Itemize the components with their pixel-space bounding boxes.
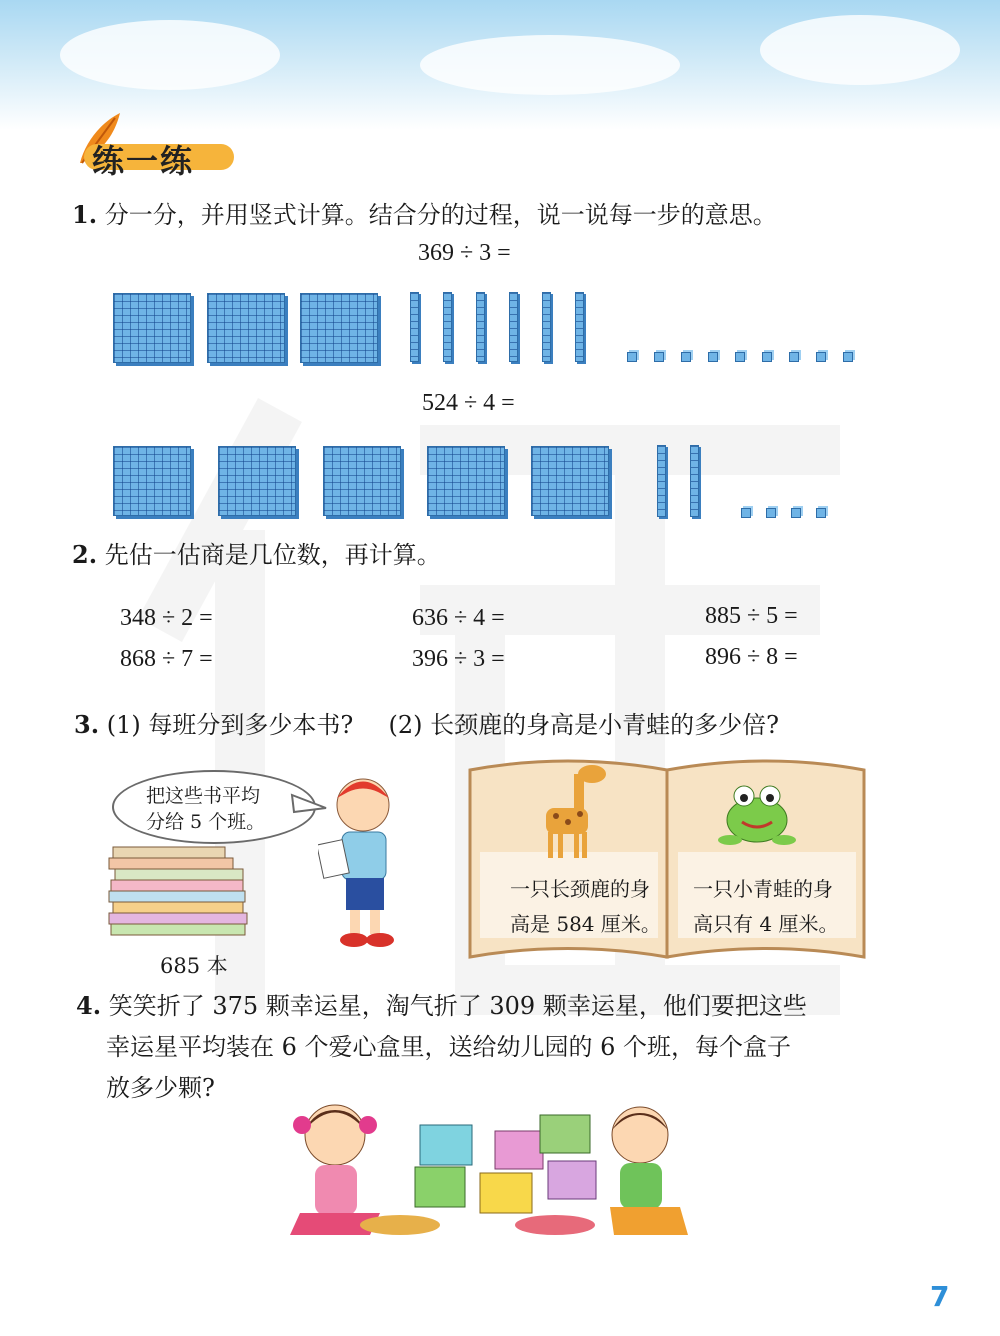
equation: 396 ÷ 3 = [412,646,505,672]
unit-cube [789,352,799,362]
unit-cube [762,352,772,362]
ten-rod [476,292,485,362]
section-header [70,108,240,178]
hundred-block [323,446,401,516]
question-line-3: 放多少颗? [106,1074,215,1102]
question-2 [72,535,441,570]
question-4 [76,986,807,1021]
question-number: 4. [76,991,102,1020]
unit-cube [766,508,776,518]
ten-rod [657,445,666,517]
ten-rod [410,292,419,362]
question-1 [72,195,777,230]
unit-cube [741,508,751,518]
ten-rod [690,445,699,517]
question-line-2: 幸运星平均装在 6 个爱心盒里，送给幼儿园的 6 个班，每个盒子 [106,1033,792,1061]
equation: 348 ÷ 2 = [120,605,213,631]
unit-cube [735,352,745,362]
giraffe-line-1: 一只长颈鹿的身 [510,877,650,901]
question-number: 2. [72,540,98,569]
ten-rod [575,292,584,362]
frog-line-1: 一只小青蛙的身 [693,877,833,901]
cloud [760,15,960,85]
bubble-line-2: 分给 5 个班。 [146,811,266,833]
question-part-1: (1) 每班分到多少本书? [106,711,354,739]
unit-cube [791,508,801,518]
unit-cube [843,352,853,362]
unit-cube [816,508,826,518]
boy-icon [318,770,408,950]
ten-rod [542,292,551,362]
hundred-block [531,446,609,516]
equation: 868 ÷ 7 = [120,646,213,672]
section-title: 练一练 [92,142,195,180]
cloud [60,20,280,90]
unit-cube [681,352,691,362]
question-line-1: 笑笑折了 375 颗幸运星，淘气折了 309 颗幸运星，他们要把这些 [108,992,807,1020]
bubble-line-1: 把这些书平均 [146,785,261,807]
unit-cube [816,352,826,362]
equation: 896 ÷ 8 = [705,644,798,670]
hundred-block [113,293,191,363]
equation-369-div-3: 369 ÷ 3 = [418,240,511,266]
equation: 885 ÷ 5 = [705,603,798,629]
question-text: 分一分，并用竖式计算。结合分的过程，说一说每一步的意思。 [104,201,777,229]
unit-cube [627,352,637,362]
books-count-label: 685 本 [160,954,228,978]
equation-524-div-4: 524 ÷ 4 = [422,390,515,416]
hundred-block [218,446,296,516]
equation: 636 ÷ 4 = [412,605,505,631]
hundred-block [207,293,285,363]
page-number: 7 [930,1280,950,1313]
unit-cube [654,352,664,362]
hundred-block [427,446,505,516]
question-number: 1. [72,200,98,229]
giraffe-line-2: 高是 584 厘米。 [510,912,661,936]
hundred-block [113,446,191,516]
book-stack-icon [105,842,255,937]
hundred-block [300,293,378,363]
unit-cube [708,352,718,362]
ten-rod [509,292,518,362]
frog-line-2: 高只有 4 厘米。 [693,912,839,936]
question-text: 先估一估商是几位数，再计算。 [104,541,441,569]
question-part-2: (2) 长颈鹿的身高是小青蛙的多少倍? [388,711,779,739]
ten-rod [443,292,452,362]
cloud [420,35,680,95]
kids-with-boxes-icon [280,1095,700,1245]
question-number: 3. [74,710,100,739]
question-3 [74,705,779,740]
